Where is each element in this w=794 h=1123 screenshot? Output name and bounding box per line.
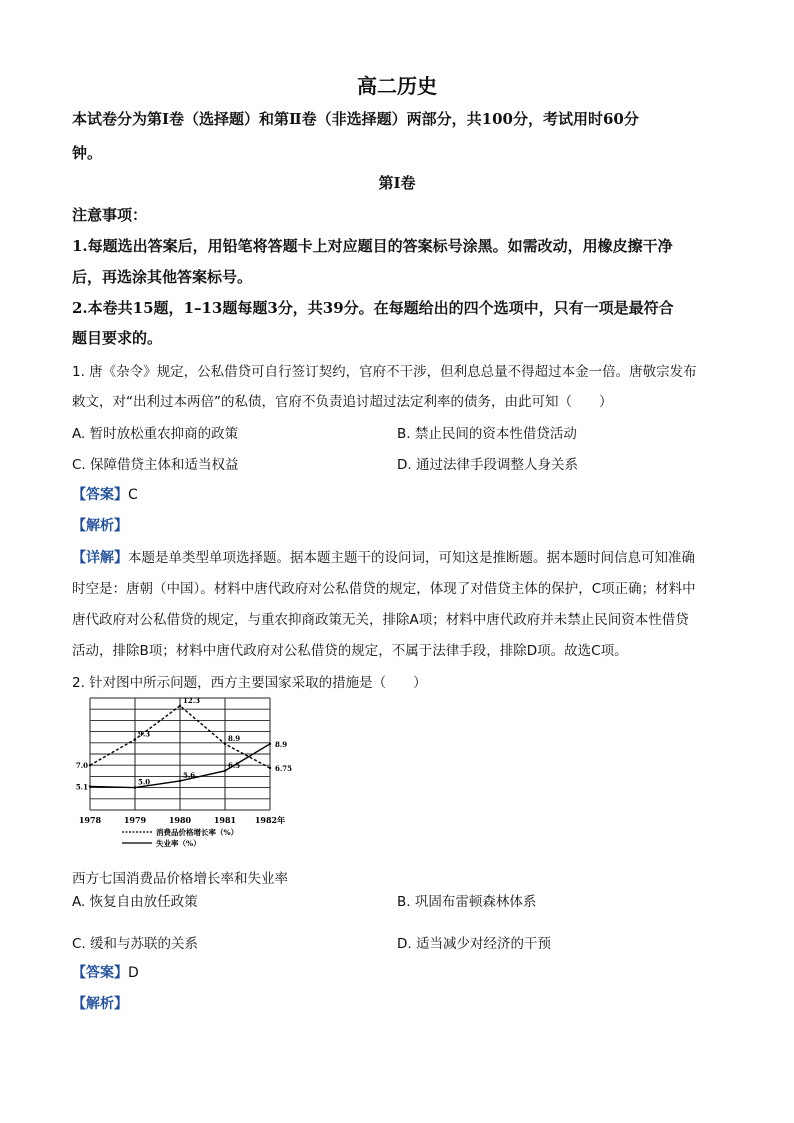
- q1-option-b: B. 禁止民间的资本性借贷活动: [397, 426, 577, 442]
- q2-option-d: D. 适当减少对经济的干预: [397, 936, 551, 952]
- x-tick-label: 1978: [78, 815, 102, 825]
- q2-analysis-label: 【解析】: [72, 996, 128, 1012]
- answer-label: 【答案】: [72, 487, 128, 503]
- page-title: 高二历史: [357, 74, 437, 98]
- data-point: [224, 743, 226, 745]
- data-label: 6.5: [228, 760, 241, 770]
- q1-option-d: D. 通过法律手段调整人身关系: [397, 457, 578, 473]
- q1-analysis-label: 【解析】: [72, 518, 128, 534]
- section-title: 第Ⅰ卷: [378, 174, 416, 192]
- q2-caption: 西方七国消费品价格增长率和失业率: [72, 871, 288, 887]
- data-point: [89, 785, 91, 787]
- data-label: 8.9: [275, 739, 288, 749]
- q2-stem: 2. 针对图中所示问题，西方主要国家采取的措施是（ ）: [72, 675, 427, 691]
- q1-detail-line-1: [72, 546, 695, 567]
- data-label: 12.3: [183, 695, 201, 705]
- x-tick-label: 1981: [213, 815, 237, 825]
- notes-heading: 注意事项：: [72, 206, 148, 224]
- q2-option-a: A. 恢复自由放任政策: [72, 894, 198, 910]
- x-tick-label: 1980: [168, 815, 192, 825]
- note-1-line-2: 后，再选涂其他答案标号。: [72, 268, 253, 286]
- note-1-line-1: 1.每题选出答案后，用铅笔将答题卡上对应题目的答案标号涂黑。如需改动，用橡皮擦干净: [72, 237, 673, 255]
- data-label: 5.1: [75, 782, 88, 792]
- q1-detail-line-2: 时空是：唐朝（中国）。材料中唐代政府对公私借贷的规定，体现了对借贷主体的保护，C项正确；材料中: [72, 581, 696, 597]
- q1-answer: [72, 484, 138, 504]
- data-label: 5.6: [183, 770, 196, 780]
- q2-option-b: B. 巩固布雷顿森林体系: [397, 894, 537, 910]
- chart-legend: [122, 827, 238, 848]
- data-point: [269, 743, 271, 745]
- q1-detail-line-4: 活动，排除B项；材料中唐代政府对公私借贷的规定，不属于法律手段，排除D项。故选C项。: [72, 643, 628, 659]
- legend-label: 消费品价格增长率（%）: [156, 828, 239, 837]
- data-point: [89, 764, 91, 766]
- chart-ticks: [79, 815, 285, 825]
- q1-option-a: A. 暂时放松重农抑商的政策: [72, 426, 239, 442]
- intro-line-2: 钟。: [72, 144, 103, 162]
- data-label: 6.75: [275, 764, 293, 773]
- data-point: [179, 705, 181, 707]
- intro-line-1: 本试卷分为第Ⅰ卷（选择题）和第Ⅱ卷（非选择题）两部分，共100分，考试用时60分: [72, 110, 639, 128]
- x-tick-label: 1982年: [254, 815, 286, 825]
- data-point: [134, 738, 136, 740]
- data-point: [224, 770, 226, 772]
- note-2-line-2: 题目要求的。: [72, 329, 163, 347]
- x-tick-label: 1979: [123, 815, 147, 825]
- data-label: 8.9: [228, 733, 241, 743]
- legend-label: 失业率（%）: [156, 839, 201, 848]
- data-label: 7.0: [75, 761, 88, 771]
- data-point: [134, 786, 136, 788]
- q1-detail-line-3: 唐代政府对公私借贷的规定，与重农抑商政策无关，排除A项；材料中唐代政府并未禁止民间资本性借贷: [72, 612, 689, 628]
- answer-label: 【答案】: [72, 965, 128, 981]
- data-label: 9.3: [138, 729, 151, 739]
- data-point: [269, 767, 271, 769]
- q1-option-c: C. 保障借贷主体和适当权益: [72, 457, 239, 473]
- note-2-line-1: 2.本卷共15题，1–13题每题3分，共39分。在每题给出的四个选项中，只有一项是最符合: [72, 299, 674, 317]
- detail-text: 本题是单类型单项选择题。据本题主题干的设问词，可知这是推断题。据本题时间信息可知准确: [128, 550, 695, 566]
- q2-answer: [72, 962, 139, 982]
- chart-labels: [76, 696, 292, 792]
- q2-option-c: C. 缓和与苏联的关系: [72, 936, 199, 952]
- data-label: 5.0: [138, 777, 151, 787]
- data-point: [179, 780, 181, 782]
- answer-value: C: [128, 487, 138, 503]
- detail-label: 【详解】: [72, 550, 128, 566]
- answer-value: D: [128, 965, 139, 981]
- q1-stem-line-1: 1. 唐《杂令》规定，公私借贷可自行签订契约，官府不干涉，但利息总量不得超过本金一倍。唐敬宗发布: [72, 364, 697, 380]
- chart-figure: [70, 690, 310, 865]
- q1-stem-line-2: 敕文，对“出利过本两倍”的私债，官府不负责追讨超过法定利率的债务，由此可知（ ）: [72, 394, 613, 410]
